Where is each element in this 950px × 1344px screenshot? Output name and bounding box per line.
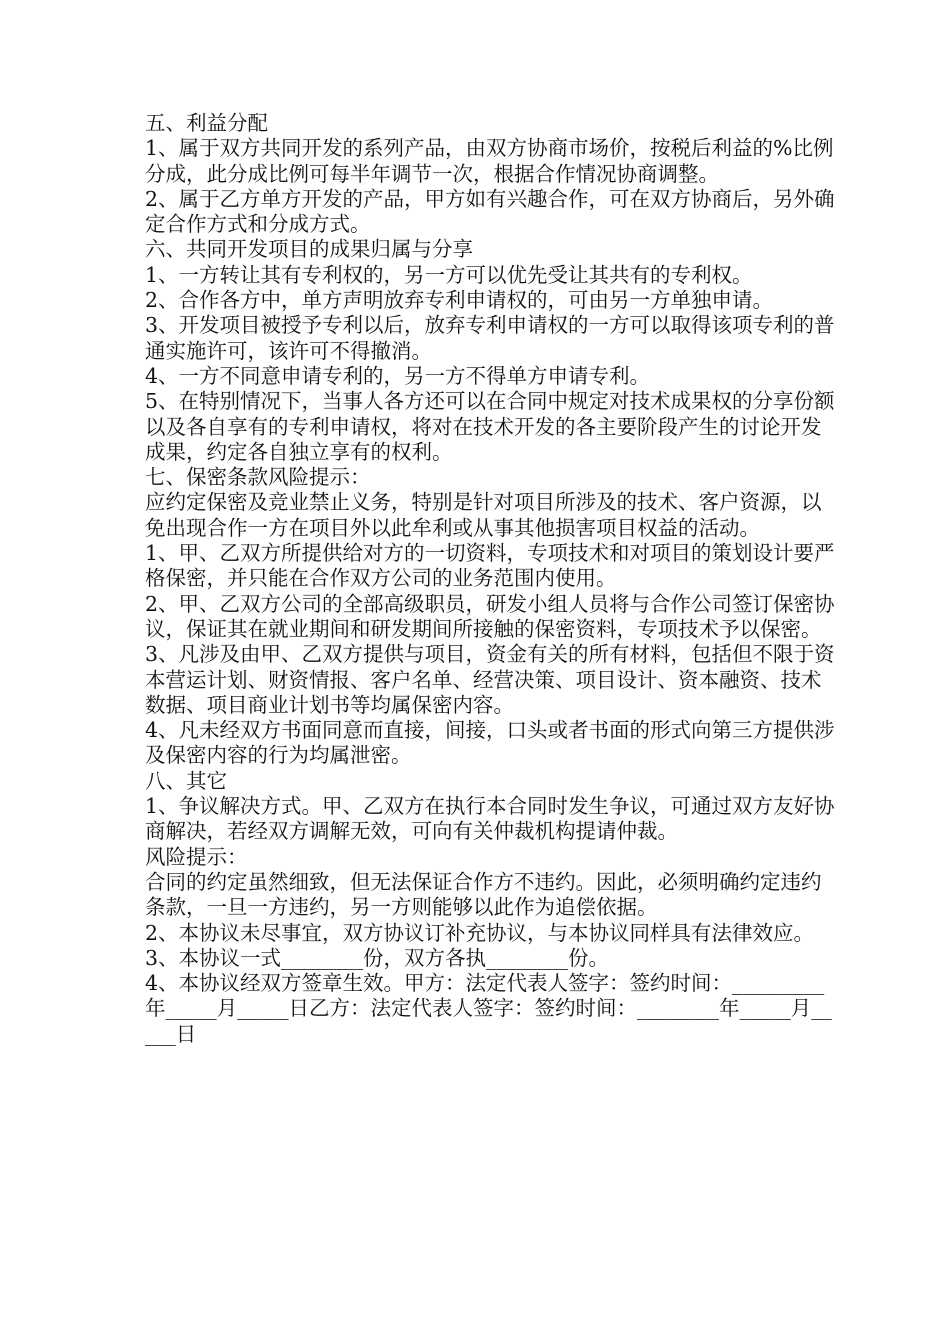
clause-party-b-product: 2、属于乙方单方开发的产品，甲方如有兴趣合作，可在双方协商后，另外确定合作方式和分成方式。	[145, 186, 835, 237]
section-heading-other: 八、其它	[145, 768, 227, 793]
clause-signature-effect: 4、本协议经双方签章生效。甲方：法定代表人签字：签约时间：_________年_____月_____日乙方：法定代表人签字：签约时间：________年_____月_____日	[145, 971, 832, 1046]
section-heading-confidentiality-risk: 七、保密条款风险提示：	[145, 465, 371, 490]
clause-materials-confidential: 1、甲、乙双方所提供给对方的一切资料，专项技术和对项目的策划设计要严格保密，并只能在合作双方公司的业务范围内使用。	[145, 541, 835, 591]
clause-confidential-scope: 3、凡涉及由甲、乙双方提供与项目，资金有关的所有材料，包括但不限于资本营运计划、财资情报、客户名单、经营决策、项目设计、资本融资、技术数据、项目商业计划书等均属保密内容。	[145, 642, 835, 717]
clause-special-circumstances: 5、在特别情况下，当事人各方还可以在合同中规定对技术成果权的分享份额以及各自享有的专利申请权，将对在技术开发的各主要阶段产生的讨论开发成果，约定各自独立享有的权利。	[145, 389, 835, 464]
clause-supplementary-agreement: 2、本协议未尽事宜，双方协议订补充协议，与本协议同样具有法律效应。	[145, 920, 815, 945]
document-body	[145, 111, 835, 1047]
clause-disclosure-breach: 4、凡未经双方书面同意而直接，间接，口头或者书面的形式向第三方提供涉及保密内容的行为均属泄密。	[145, 718, 835, 768]
clause-dispute-resolution: 1、争议解决方式。甲、乙双方在执行本合同时发生争议，可通过双方友好协商解决，若经双方调解无效，可向有关仲裁机构提请仲裁。	[145, 794, 835, 844]
risk-note-breach-terms: 合同的约定虽然细致，但无法保证合作方不违约。因此，必须明确约定违约条款，一旦一方违约，另一方则能够以此作为追偿依据。	[145, 869, 822, 920]
clause-patent-waiver: 2、合作各方中，单方声明放弃专利申请权的，可由另一方单独申请。	[145, 288, 774, 313]
clause-patent-license: 3、开发项目被授予专利以后，放弃专利申请权的一方可以取得该项专利的普通实施许可，该许可不得撤消。	[145, 313, 835, 363]
clause-copies: 3、本协议一式________份，双方各执________份。	[145, 945, 610, 970]
clause-patent-disagreement: 4、一方不同意申请专利的，另一方不得单方申请专利。	[145, 363, 651, 388]
clause-staff-confidentiality: 2、甲、乙双方公司的全部高级职员，研发小组人员将与合作公司签订保密协议，保证其在就业期间和研发期间所接触的保密资料，专项技术予以保密。	[145, 591, 835, 641]
clause-joint-product-revenue: 1、属于双方共同开发的系列产品，由双方协商市场价，按税后利益的%比例分成，此分成比例可每半年调节一次，根据合作情况协商调整。	[145, 136, 834, 186]
risk-note-heading: 风险提示：	[145, 844, 248, 869]
risk-note-non-compete: 应约定保密及竞业禁止义务，特别是针对项目所涉及的技术、客户资源，以免出现合作一方在项目外以此牟利或从事其他损害项目权益的活动。	[145, 490, 822, 540]
section-heading-profit-distribution: 五、利益分配	[145, 111, 268, 135]
section-heading-results-ownership: 六、共同开发项目的成果归属与分享	[145, 237, 473, 262]
clause-patent-transfer: 1、一方转让其有专利权的，另一方可以优先受让其共有的专利权。	[145, 262, 753, 287]
